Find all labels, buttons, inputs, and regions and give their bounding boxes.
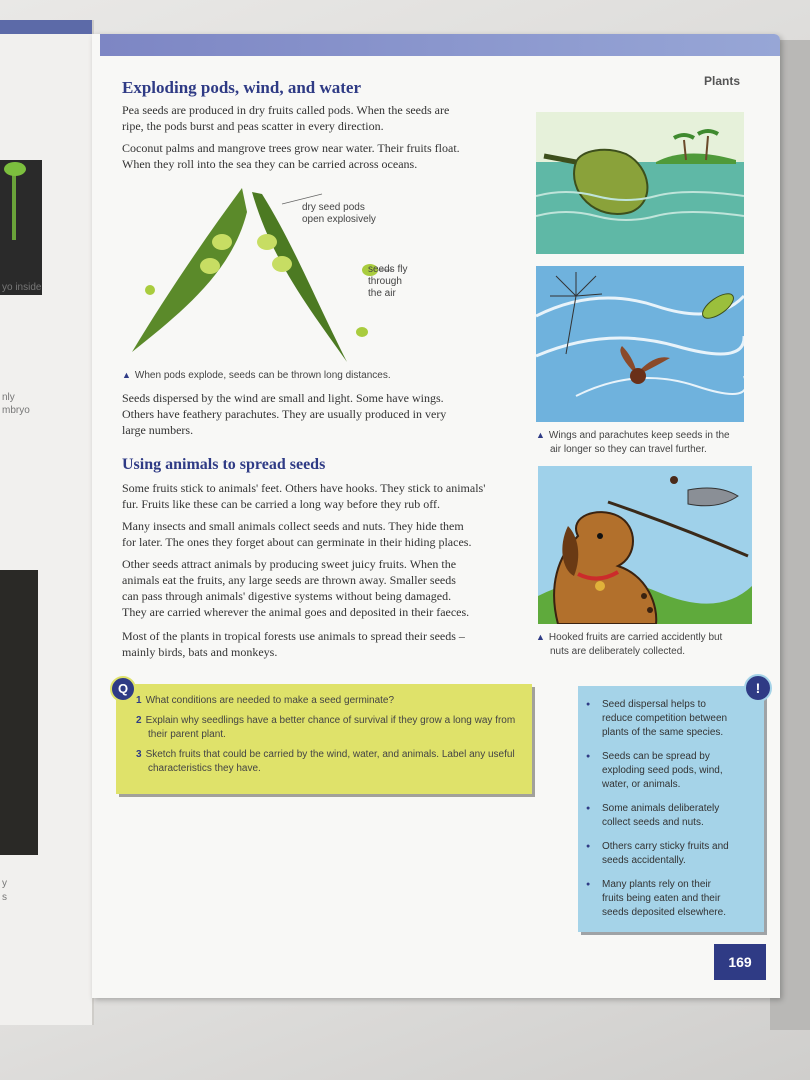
questions-box: [116, 684, 532, 794]
text-line: can pass through animals' digestive systems without being damaged.: [122, 589, 452, 603]
summary-item: [602, 840, 752, 868]
dog-eye: [597, 533, 603, 539]
heading-animals: Using animals to spread seeds: [122, 456, 326, 473]
text-line: They are carried wherever the animal goes and deposited in their faeces.: [122, 605, 470, 619]
caption-text: When pods explode, seeds can be thrown long distances.: [134, 370, 391, 381]
left-fragment: nly: [2, 392, 15, 403]
summary-badge-icon: !: [744, 674, 772, 702]
caption-arrow-icon: ▲: [122, 370, 131, 380]
left-fragment: mbryo: [2, 405, 30, 416]
question-text: their parent plant.: [148, 729, 226, 740]
dog-bird-illustration: [538, 466, 752, 624]
seedling-leaf: [4, 162, 26, 176]
paragraph-pea-seeds: [122, 102, 449, 134]
summary-line: reduce competition between: [602, 713, 728, 724]
summary-line: seeds accidentally.: [602, 855, 686, 866]
caption-text: Wings and parachutes keep seeds in the: [548, 430, 730, 441]
summary-line: Others carry sticky fruits and: [602, 841, 729, 852]
heading-exploding-pods: Exploding pods, wind, and water: [122, 78, 362, 97]
question-text: characteristics they have.: [148, 763, 261, 774]
paragraph-coconut: [122, 140, 460, 172]
text-line: Coconut palms and mangrove trees grow near water. Their fruits float.: [122, 141, 460, 155]
text-line: Pea seeds are produced in dry fruits called pods. When the seeds are: [122, 103, 450, 117]
caption-text: air longer so they can travel further.: [550, 444, 707, 455]
pod-caption: [122, 368, 391, 383]
left-facing-page: [0, 20, 94, 1025]
sky: [536, 112, 744, 162]
pod-label-seeds-fly: [368, 264, 407, 300]
label-line: seeds fly: [368, 264, 408, 275]
caption-text: Hooked fruits are carried accidently but: [548, 632, 723, 643]
text-line: for later. The ones they forget about can germinate in their hiding places.: [122, 535, 472, 549]
paragraph-hooks: [122, 480, 485, 512]
pea-seed: [257, 234, 277, 250]
hooked-fruit: [647, 607, 653, 613]
pod-label-dry: [302, 202, 376, 226]
summary-box: [578, 686, 764, 932]
wind-seeds-illustration: [536, 266, 744, 422]
text-line: fur. Fruits like these can be carried a long way before they rub off.: [122, 497, 440, 511]
page-header-band: [100, 34, 780, 56]
question-text: What conditions are needed to make a seed germinate?: [145, 695, 395, 706]
left-page-band: [0, 20, 92, 34]
text-line: Many insects and small animals collect seeds and nuts. They hide them: [122, 519, 464, 533]
summary-line: collect seeds and nuts.: [602, 817, 704, 828]
question-number: 1: [136, 695, 142, 706]
left-fragment: y: [2, 878, 7, 889]
summary-line: Many plants rely on their: [602, 879, 711, 890]
text-line: Seeds dispersed by the wind are small and light. Some have wings.: [122, 391, 444, 405]
flying-seed: [356, 327, 368, 337]
dog-tag: [595, 581, 605, 591]
label-line: open explosively: [302, 214, 376, 225]
section-label: Plants: [703, 74, 740, 88]
left-fragment: s: [2, 892, 7, 903]
text-line: ripe, the pods burst and peas scatter in every direction.: [122, 119, 384, 133]
page-number: 169: [714, 944, 766, 980]
textbook-page: [92, 34, 780, 998]
summary-line: seeds deposited elsewhere.: [602, 907, 726, 918]
summary-line: plants of the same species.: [602, 727, 724, 738]
question-text: Sketch fruits that could be carried by the wind, water, and animals. Label any useful: [145, 749, 515, 760]
pea-seed: [212, 234, 232, 250]
winged-seed: [630, 368, 646, 384]
caption-text: nuts are deliberately collected.: [550, 646, 686, 657]
summary-item: [602, 750, 752, 792]
summary-item: [602, 878, 752, 920]
text-line: Others have feathery parachutes. They are usually produced in very: [122, 407, 447, 421]
left-pod-shell: [132, 188, 247, 352]
paragraph-tropical: [122, 628, 465, 660]
caption-arrow-icon: ▲: [536, 632, 545, 642]
caption-arrow-icon: ▲: [536, 430, 545, 440]
summary-line: Seed dispersal helps to: [602, 699, 706, 710]
paragraph-juicy-fruits: [122, 556, 469, 620]
question-text: Explain why seedlings have a better chance of survival if they grow a long way from: [145, 715, 516, 726]
nut-in-beak: [670, 476, 678, 484]
label-line: through: [368, 276, 402, 287]
paragraph-wind: [122, 390, 446, 438]
text-line: Other seeds attract animals by producing sweet juicy fruits. When the: [122, 557, 457, 571]
seedling-stem: [12, 170, 16, 240]
summary-line: water, or animals.: [602, 779, 681, 790]
flying-seed: [145, 285, 155, 295]
pea-seed: [272, 256, 292, 272]
text-line: animals eat the fruits, any large seeds are thrown away. Smaller seeds: [122, 573, 456, 587]
question-number: 3: [136, 749, 142, 760]
paragraph-insects: [122, 518, 471, 550]
question-item: [136, 714, 526, 742]
summary-line: Seeds can be spread by: [602, 751, 710, 762]
coconut-water-illustration: [536, 112, 744, 254]
text-line: When they roll into the sea they can be carried across oceans.: [122, 157, 418, 171]
question-item: [136, 748, 526, 776]
text-line: mainly birds, bats and monkeys.: [122, 645, 278, 659]
question-item: [136, 694, 526, 708]
animal-caption: [536, 630, 722, 659]
summary-item: [602, 802, 752, 830]
summary-line: exploding seed pods, wind,: [602, 765, 723, 776]
summary-line: Some animals deliberately: [602, 803, 720, 814]
summary-item: [602, 698, 752, 740]
text-line: Some fruits stick to animals' feet. Others have hooks. They stick to animals': [122, 481, 486, 495]
wind-caption: [536, 428, 730, 457]
question-number: 2: [136, 715, 142, 726]
questions-badge-icon: Q: [110, 676, 136, 702]
summary-line: fruits being eaten and their: [602, 893, 721, 904]
text-line: large numbers.: [122, 423, 194, 437]
label-line: the air: [368, 288, 396, 299]
left-fragment: yo inside: [2, 282, 42, 293]
pea-seed: [200, 258, 220, 274]
text-line: Most of the plants in tropical forests use animals to spread their seeds –: [122, 629, 465, 643]
label-line: dry seed pods: [302, 202, 365, 213]
soil-image: [0, 570, 38, 855]
seedling-image: [0, 160, 42, 295]
hooked-fruit: [641, 593, 647, 599]
